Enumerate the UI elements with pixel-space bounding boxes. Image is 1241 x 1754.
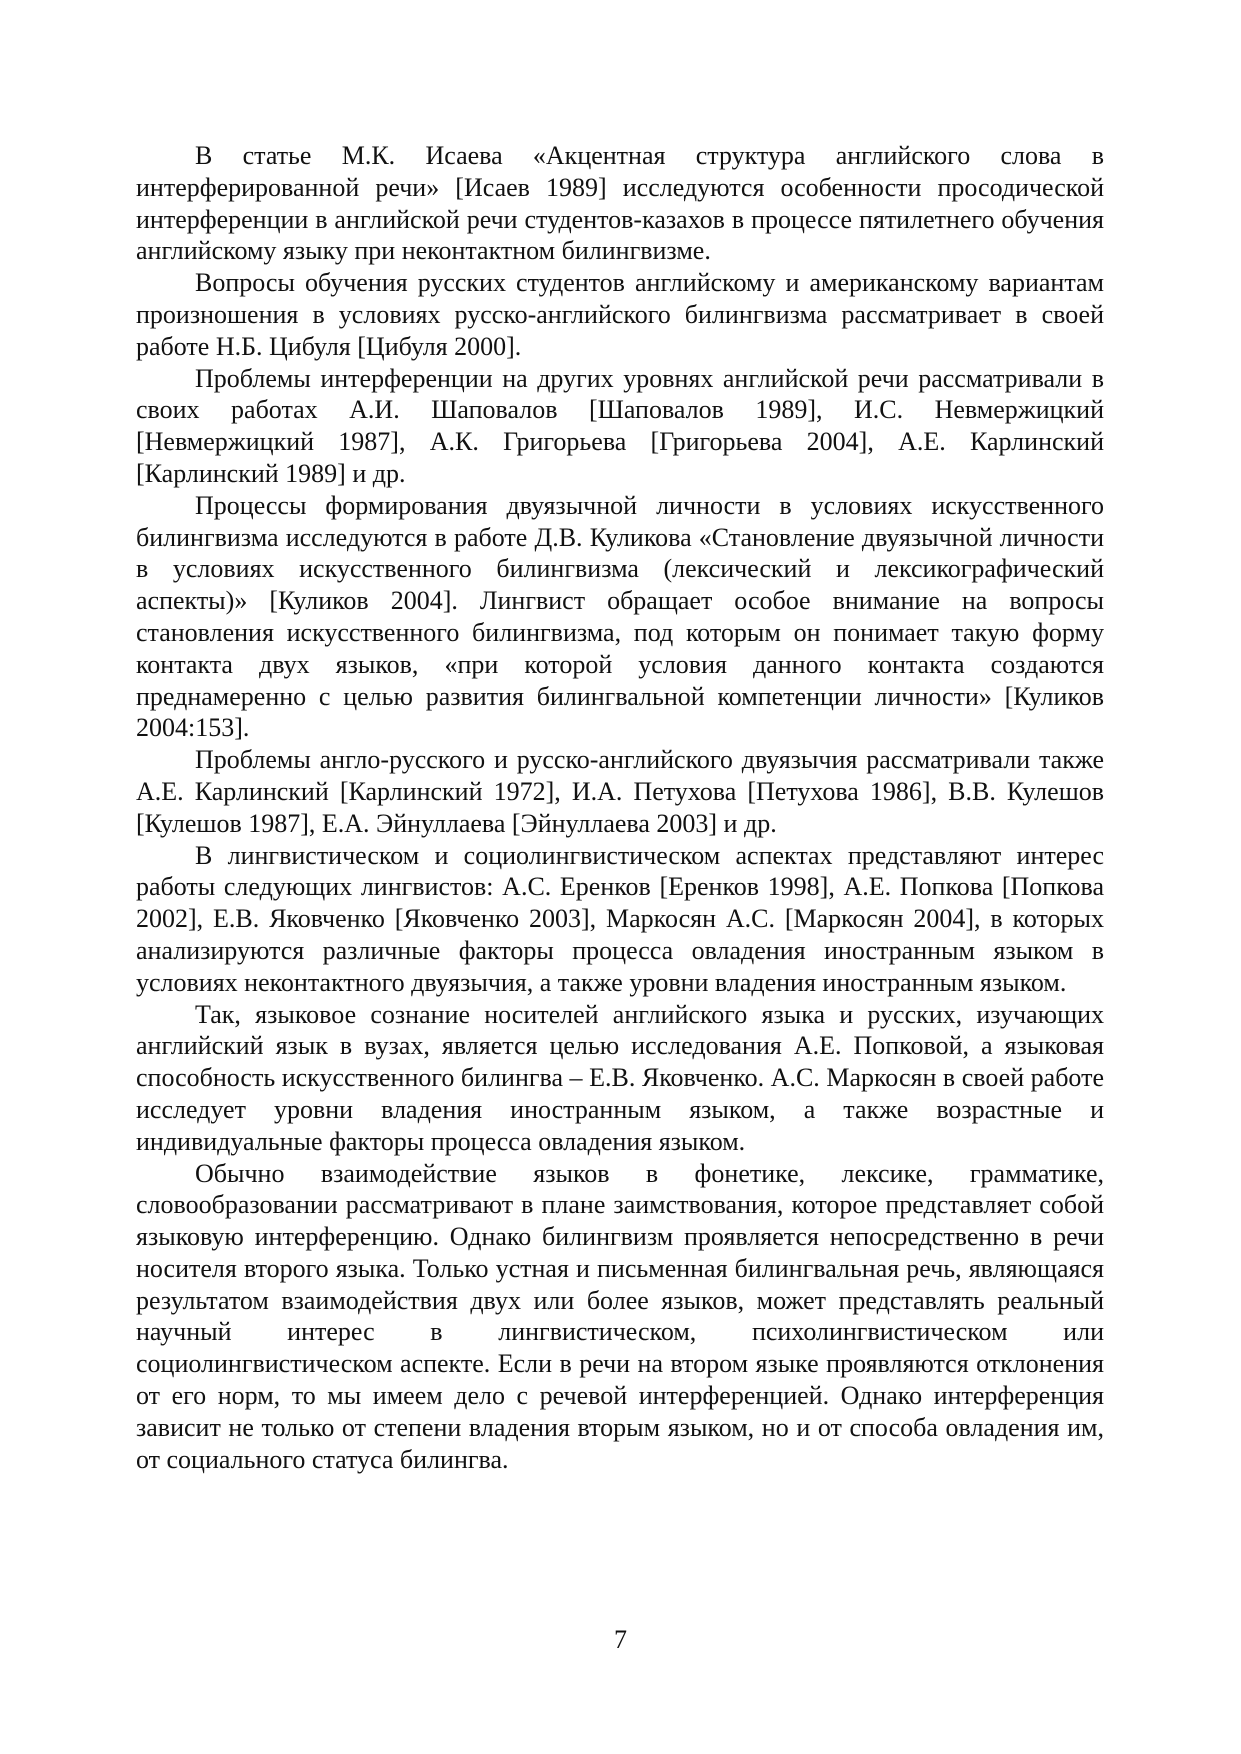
body-text: [136, 140, 1104, 1475]
paragraph: Проблемы англо-русского и русско-английского двуязычия рассматривали также А.Е. Карлинский [Карлинский 1972], И.А. Петухова [Петухова 1986], В.В. Кулешов [Кулешов 1987], Е.А. Эйнуллаева [Эйнуллаева 2003] и др.: [136, 745, 1104, 838]
paragraph: В статье М.К. Исаева «Акцентная структура английского слова в интерферированной речи» [Исаев 1989] исследуются особенности просодической интерференции в английской речи студентов-казахов в процессе пятилетнего обучения английскому языку при неконтактном билингвизме.: [136, 141, 1104, 266]
paragraph: Вопросы обучения русских студентов английскому и американскому вариантам произношения в условиях русско-английского билингвизма рассматривает в своей работе Н.Б. Цибуля [Цибуля 2000].: [136, 268, 1104, 361]
paragraph: Обычно взаимодействие языков в фонетике, лексике, грамматике, словообразовании рассматривают в плане заимствования, которое представляет собой языковую интерференцию. Однако билингвизм проявляется непосредственно в речи носителя второго языка. Только устная и письменная билингвальная речь, являющаяся результатом взаимодействия двух или более языков, может представлять реальный научный интерес в лингвистическом, психолингвистическом или социолингвистическом аспекте. Если в речи на втором языке проявляются отклонения от его норм, то мы имеем дело с речевой интерференцией. Однако интерференция зависит не только от степени владения вторым языком, но и от способа овладения им, от социального статуса билингва.: [136, 1158, 1104, 1474]
paragraph: В лингвистическом и социолингвистическом аспектах представляют интерес работы следующих лингвистов: А.С. Еренков [Еренков 1998], А.Е. Попкова [Попкова 2002], Е.В. Яковченко [Яковченко 2003], Маркосян А.С. [Маркосян 2004], в которых анализируются различные факторы процесса овладения иностранным языком в условиях неконтактного двуязычия, а также уровни владения иностранным языком.: [136, 840, 1104, 997]
page-number: 7: [614, 1625, 627, 1654]
paragraph: Так, языковое сознание носителей английского языка и русских, изучающих английский язык в вузах, является целью исследования А.Е. Попковой, а языковая способность искусственного билингва – Е.В. Яковченко. А.С. Маркосян в своей работе исследует уровни владения иностранным языком, а также возрастные и индивидуальные факторы процесса овладения языком.: [136, 999, 1104, 1156]
paragraph: Проблемы интерференции на других уровнях английской речи рассматривали в своих работах А.И. Шаповалов [Шаповалов 1989], И.С. Невмержицкий [Невмержицкий 1987], А.К. Григорьева [Григорьева 2004], А.Е. Карлинский [Карлинский 1989] и др.: [136, 363, 1104, 488]
paragraph: Процессы формирования двуязычной личности в условиях искусственного билингвизма исследуются в работе Д.В. Куликова «Становление двуязычной личности в условиях искусственного билингвизма (лексический и лексикографический аспекты)» [Куликов 2004]. Лингвист обращает особое внимание на вопросы становления искусственного билингвизма, под которым он понимает такую форму контакта двух языков, «при которой условия данного контакта создаются преднамеренно с целью развития билингвальной компетенции личности» [Куликов 2004:153].: [136, 490, 1104, 743]
